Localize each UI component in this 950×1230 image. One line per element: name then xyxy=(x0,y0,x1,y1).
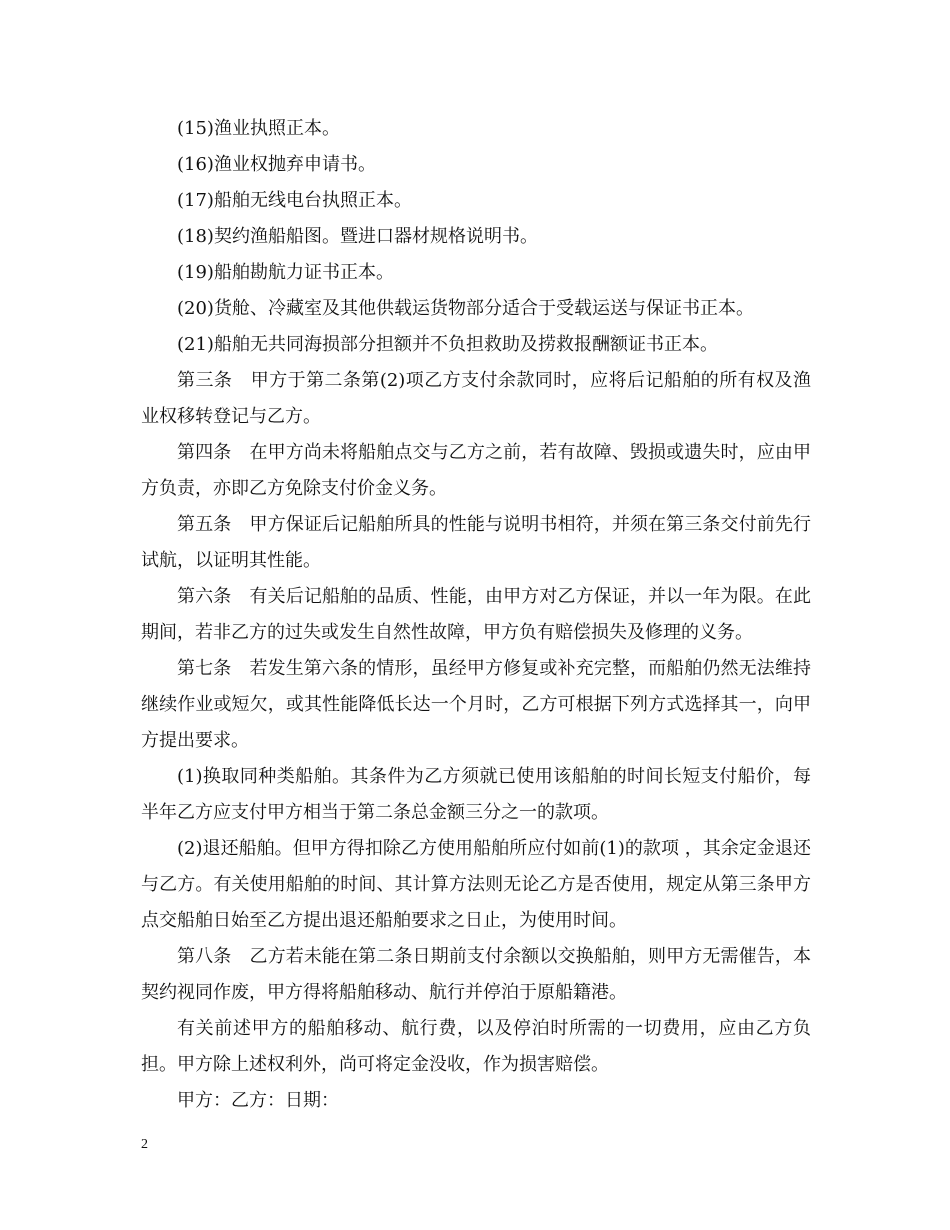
article-8-supplement: 有关前述甲方的船舶移动、航行费，以及停泊时所需的一切费用，应由乙方负担。甲方除上述权利外，尚可将定金没收，作为损害赔偿。 xyxy=(141,1018,811,1075)
page-number: 2 xyxy=(141,1137,148,1152)
list-item-16: (16)渔业权抛弃申请书。 xyxy=(177,154,376,175)
article-3: 第三条 甲方于第二条第(2)项乙方支付余款同时，应将后记船舶的所有权及渔业权移转登记与乙方。 xyxy=(141,370,811,427)
article-7-option-2: (2)退还船舶。但甲方得扣除乙方使用船舶所应付如前(1)的款项 ，其余定金退还与乙方。有关使用船舶的时间、其计算方法则无论乙方是否使用，规定从第三条甲方点交船舶日始至乙方提出退还船舶要求之日止，为使用时间。 xyxy=(141,838,811,931)
document-body xyxy=(141,111,811,1119)
article-5: 第五条 甲方保证后记船舶所具的性能与说明书相符，并须在第三条交付前先行试航，以证明其性能。 xyxy=(141,514,811,571)
list-item-19: (19)船舶勘航力证书正本。 xyxy=(177,262,394,283)
list-item-18: (18)契约渔船船图。暨进口器材规格说明书。 xyxy=(177,226,538,247)
article-7-option-1: (1)换取同种类船舶。其条件为乙方须就已使用该船舶的时间长短支付船价，每半年乙方应支付甲方相当于第二条总金额三分之一的款项。 xyxy=(141,766,811,823)
signature-line: 甲方：乙方：日期： xyxy=(177,1090,339,1111)
article-6: 第六条 有关后记船舶的品质、性能，由甲方对乙方保证，并以一年为限。在此期间，若非乙方的过失或发生自然性故障，甲方负有赔偿损失及修理的义务。 xyxy=(141,586,811,643)
article-4: 第四条 在甲方尚未将船舶点交与乙方之前，若有故障、毁损或遗失时，应由甲方负责，亦即乙方免除支付价金义务。 xyxy=(141,442,811,499)
article-7: 第七条 若发生第六条的情形，虽经甲方修复或补充完整，而船舶仍然无法维持继续作业或短欠，或其性能降低长达一个月时，乙方可根据下列方式选择其一，向甲方提出要求。 xyxy=(141,658,811,751)
list-item-20: (20)货舱、冷藏室及其他供载运货物部分适合于受载运送与保证书正本。 xyxy=(177,298,754,319)
list-item-21: (21)船舶无共同海损部分担额并不负担救助及捞救报酬额证书正本。 xyxy=(177,334,718,355)
list-item-17: (17)船舶无线电台执照正本。 xyxy=(177,190,412,211)
article-8: 第八条 乙方若未能在第二条日期前支付余额以交换船舶，则甲方无需催告，本契约视同作废，甲方得将船舶移动、航行并停泊于原船籍港。 xyxy=(141,946,811,1003)
list-item-15: (15)渔业执照正本。 xyxy=(177,118,340,139)
